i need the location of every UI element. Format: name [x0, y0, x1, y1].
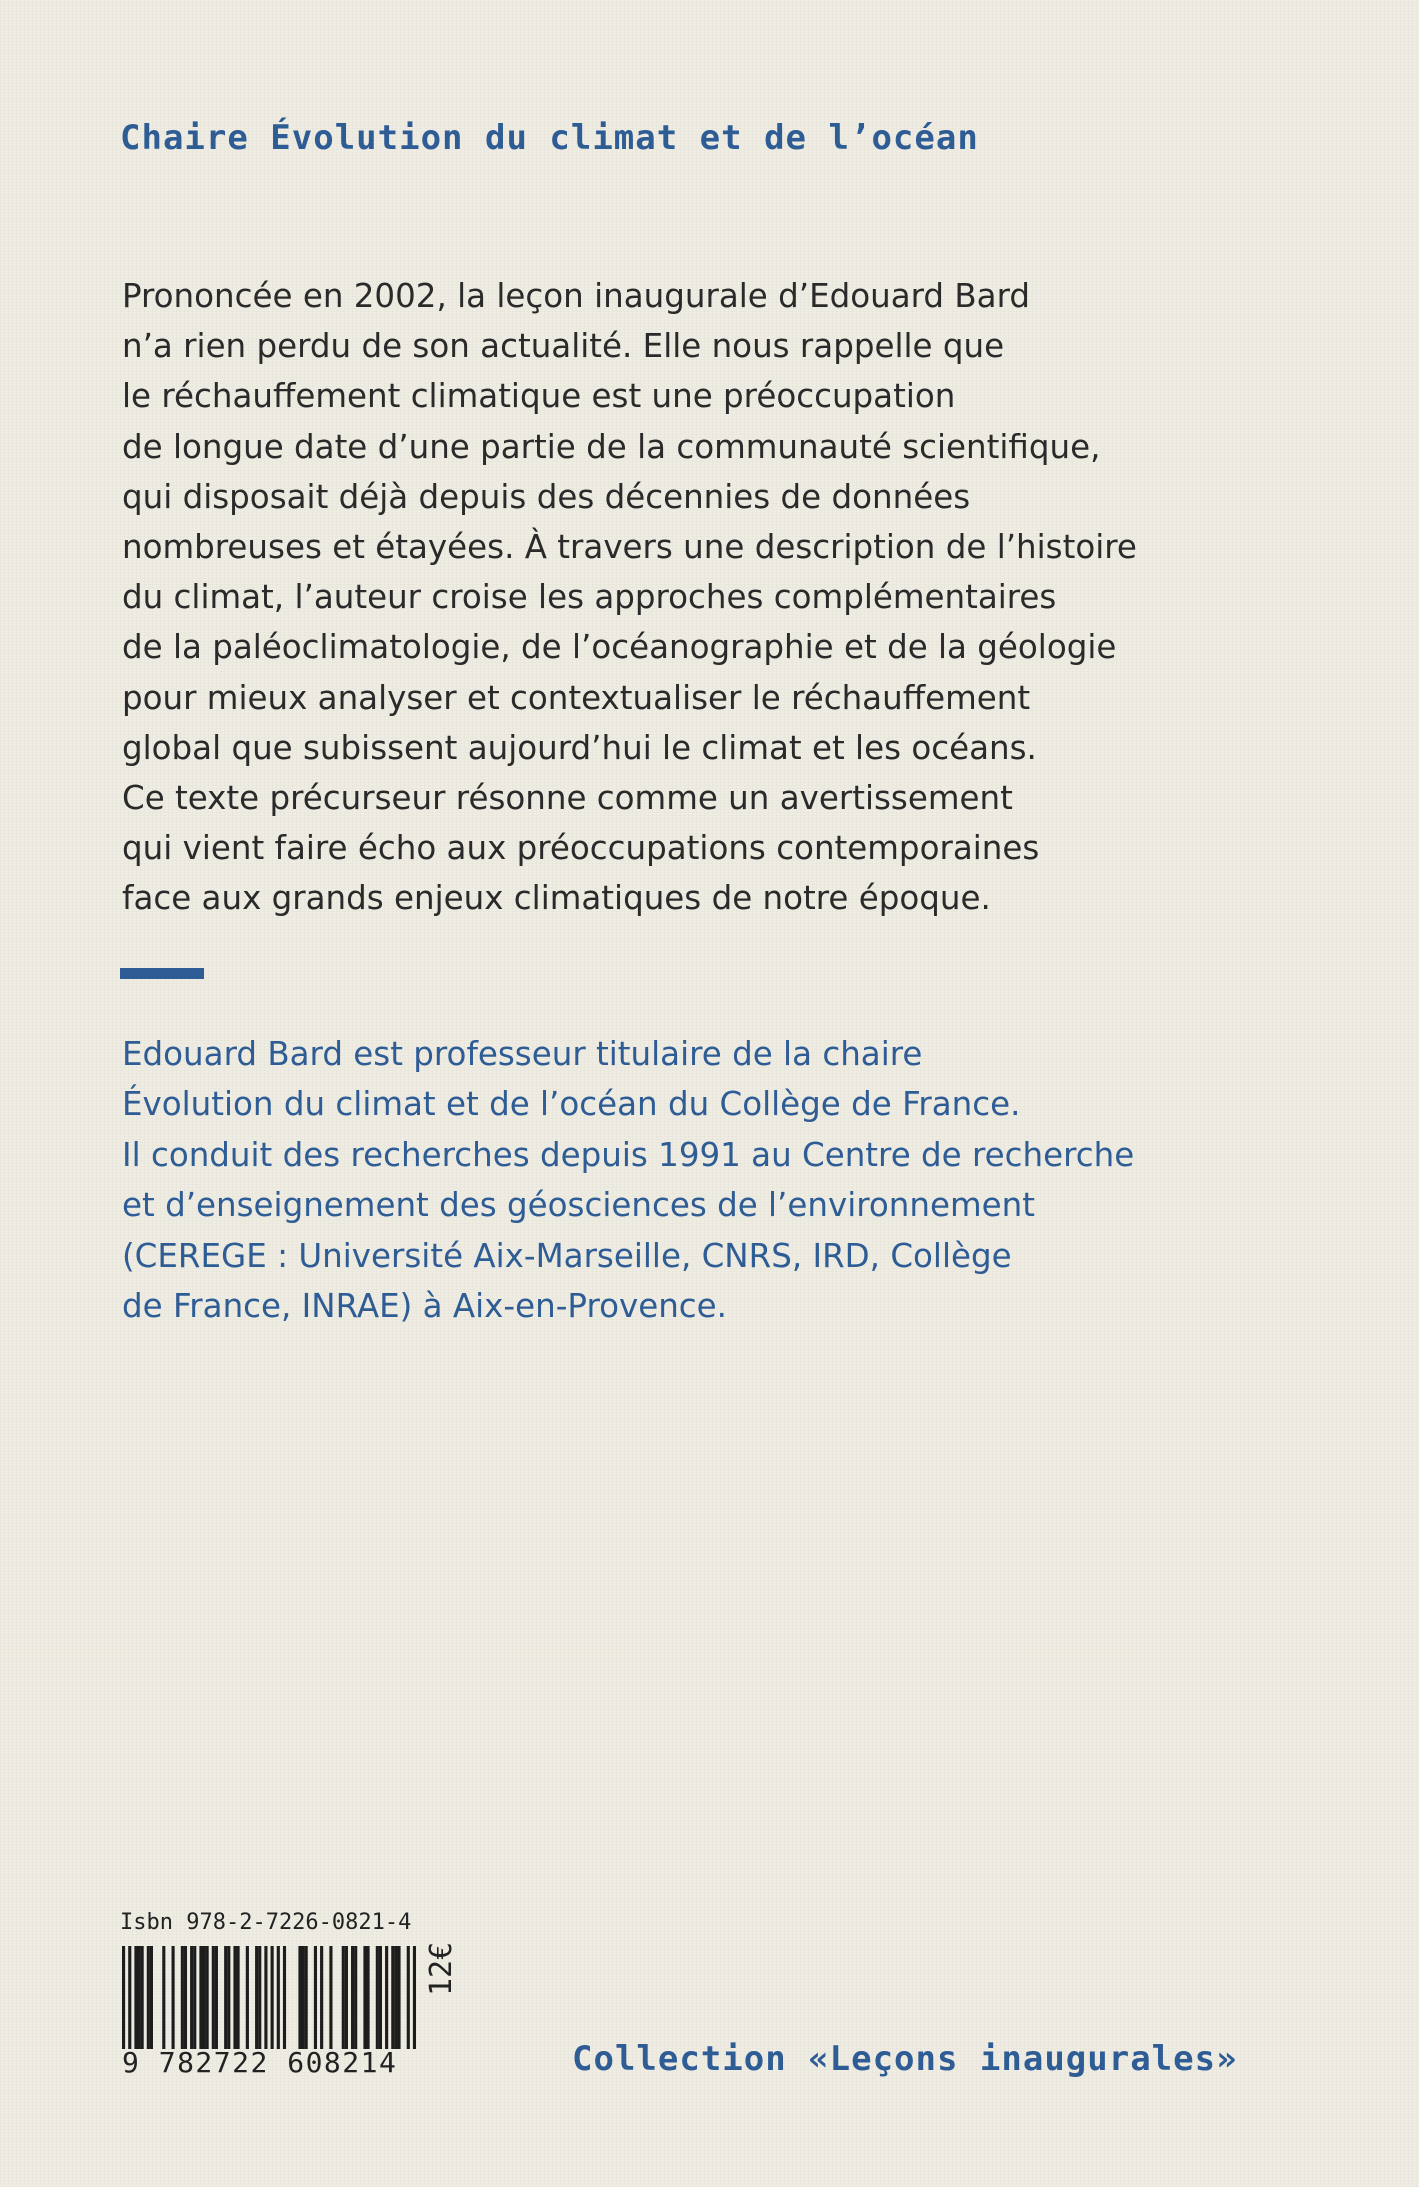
barcode-bar: [190, 1946, 193, 2049]
summary-line: pour mieux analyser et contextualiser le réchauffement: [122, 678, 1031, 717]
barcode-bar: [379, 1946, 382, 2049]
barcode-bar: [206, 1946, 209, 2049]
barcode-bar: [329, 1946, 332, 2049]
barcode-bar: [314, 1946, 317, 2049]
author-bio: [122, 1029, 1312, 1331]
barcode-bar: [407, 1946, 410, 2049]
barcode-bar: [212, 1946, 215, 2049]
barcode-bar: [320, 1946, 323, 2049]
barcode-bar: [255, 1946, 258, 2049]
summary-line: nombreuses et étayées. À travers une description de l’histoire: [122, 528, 1137, 567]
barcode-bar: [366, 1946, 369, 2049]
barcode-bar: [413, 1946, 416, 2049]
barcode-bar: [298, 1946, 301, 2049]
barcode-bar: [199, 1946, 202, 2049]
barcode-bar: [376, 1946, 379, 2049]
barcode-bar: [184, 1946, 187, 2049]
barcode-bar: [172, 1946, 175, 2049]
barcode-bar: [141, 1946, 144, 2049]
chair-title: Chaire Évolution du climat et de l’océan: [120, 118, 979, 158]
summary-text: [122, 271, 1312, 924]
summary-line: de longue date d’une partie de la communauté scientifique,: [122, 427, 1101, 466]
barcode-bar: [258, 1946, 261, 2049]
barcode-bar: [181, 1946, 184, 2049]
barcode-bar: [122, 1946, 125, 2049]
summary-line: de la paléoclimatologie, de l’océanographie et de la géologie: [122, 628, 1117, 667]
barcode-bar: [128, 1946, 131, 2049]
barcode-bar: [215, 1946, 218, 2049]
barcode-bar: [233, 1946, 236, 2049]
barcode: [122, 1946, 416, 2049]
summary-line: Prononcée en 2002, la leçon inaugurale d’Edouard Bard: [122, 277, 1031, 315]
summary-line: Ce texte précurseur résonne comme un avertissement: [122, 779, 1013, 818]
barcode-bar: [264, 1946, 267, 2049]
bio-line: et d’enseignement des géosciences de l’environnement: [122, 1186, 1035, 1225]
barcode-bar: [162, 1946, 165, 2049]
summary-line: qui vient faire écho aux préoccupations contemporaines: [122, 829, 1040, 868]
barcode-bar: [351, 1946, 354, 2049]
barcode-bar: [277, 1946, 280, 2049]
barcode-bar: [394, 1946, 397, 2049]
bio-line: (CEREGE : Université Aix-Marseille, CNRS, IRD, Collège: [122, 1236, 1012, 1275]
summary-line: global que subissent aujourd’hui le climat et les océans.: [122, 728, 1037, 767]
barcode-bar: [283, 1946, 286, 2049]
collection-title: Collection «Leçons inaugurales»: [572, 2039, 1238, 2079]
summary-line: n’a rien perdu de son actualité. Elle nous rappelle que: [122, 327, 1005, 366]
barcode-bar: [301, 1946, 304, 2049]
barcode-bar: [227, 1946, 230, 2049]
barcode-bar: [385, 1946, 388, 2049]
barcode-bar: [237, 1946, 240, 2049]
summary-line: qui disposait déjà depuis des décennies de données: [122, 477, 971, 516]
barcode-bar: [342, 1946, 345, 2049]
barcode-bar: [147, 1946, 150, 2049]
barcode-bar: [271, 1946, 274, 2049]
bio-line: Il conduit des recherches depuis 1991 au Centre de recherche: [122, 1135, 1135, 1174]
barcode-bar: [193, 1946, 196, 2049]
barcode-bar: [224, 1946, 227, 2049]
bio-line: de France, INRAE) à Aix-en-Provence.: [122, 1287, 727, 1326]
barcode-bar: [354, 1946, 357, 2049]
summary-line: le réchauffement climatique est une préoccupation: [122, 377, 956, 416]
barcode-bar: [134, 1946, 137, 2049]
barcode-bar: [305, 1946, 308, 2049]
summary-line: face aux grands enjeux climatiques de notre époque.: [122, 879, 991, 918]
price: 12€: [424, 1941, 459, 1996]
bio-line: Edouard Bard est professeur titulaire de la chaire: [122, 1035, 923, 1073]
section-divider: [120, 968, 204, 979]
summary-line: du climat, l’auteur croise les approches complémentaires: [122, 578, 1057, 617]
barcode-bar: [397, 1946, 400, 2049]
barcode-bar: [246, 1946, 249, 2049]
isbn-label: Isbn 978-2-7226-0821-4: [120, 1910, 412, 1935]
bio-line: Évolution du climat et de l’océan du Collège de France.: [122, 1085, 1021, 1124]
barcode-bar: [202, 1946, 205, 2049]
barcode-bar: [391, 1946, 394, 2049]
barcode-digits: 9 782722 608214: [122, 2046, 398, 2079]
barcode-bar: [150, 1946, 153, 2049]
barcode-bar: [137, 1946, 140, 2049]
barcode-bar: [345, 1946, 348, 2049]
barcode-bar: [363, 1946, 366, 2049]
